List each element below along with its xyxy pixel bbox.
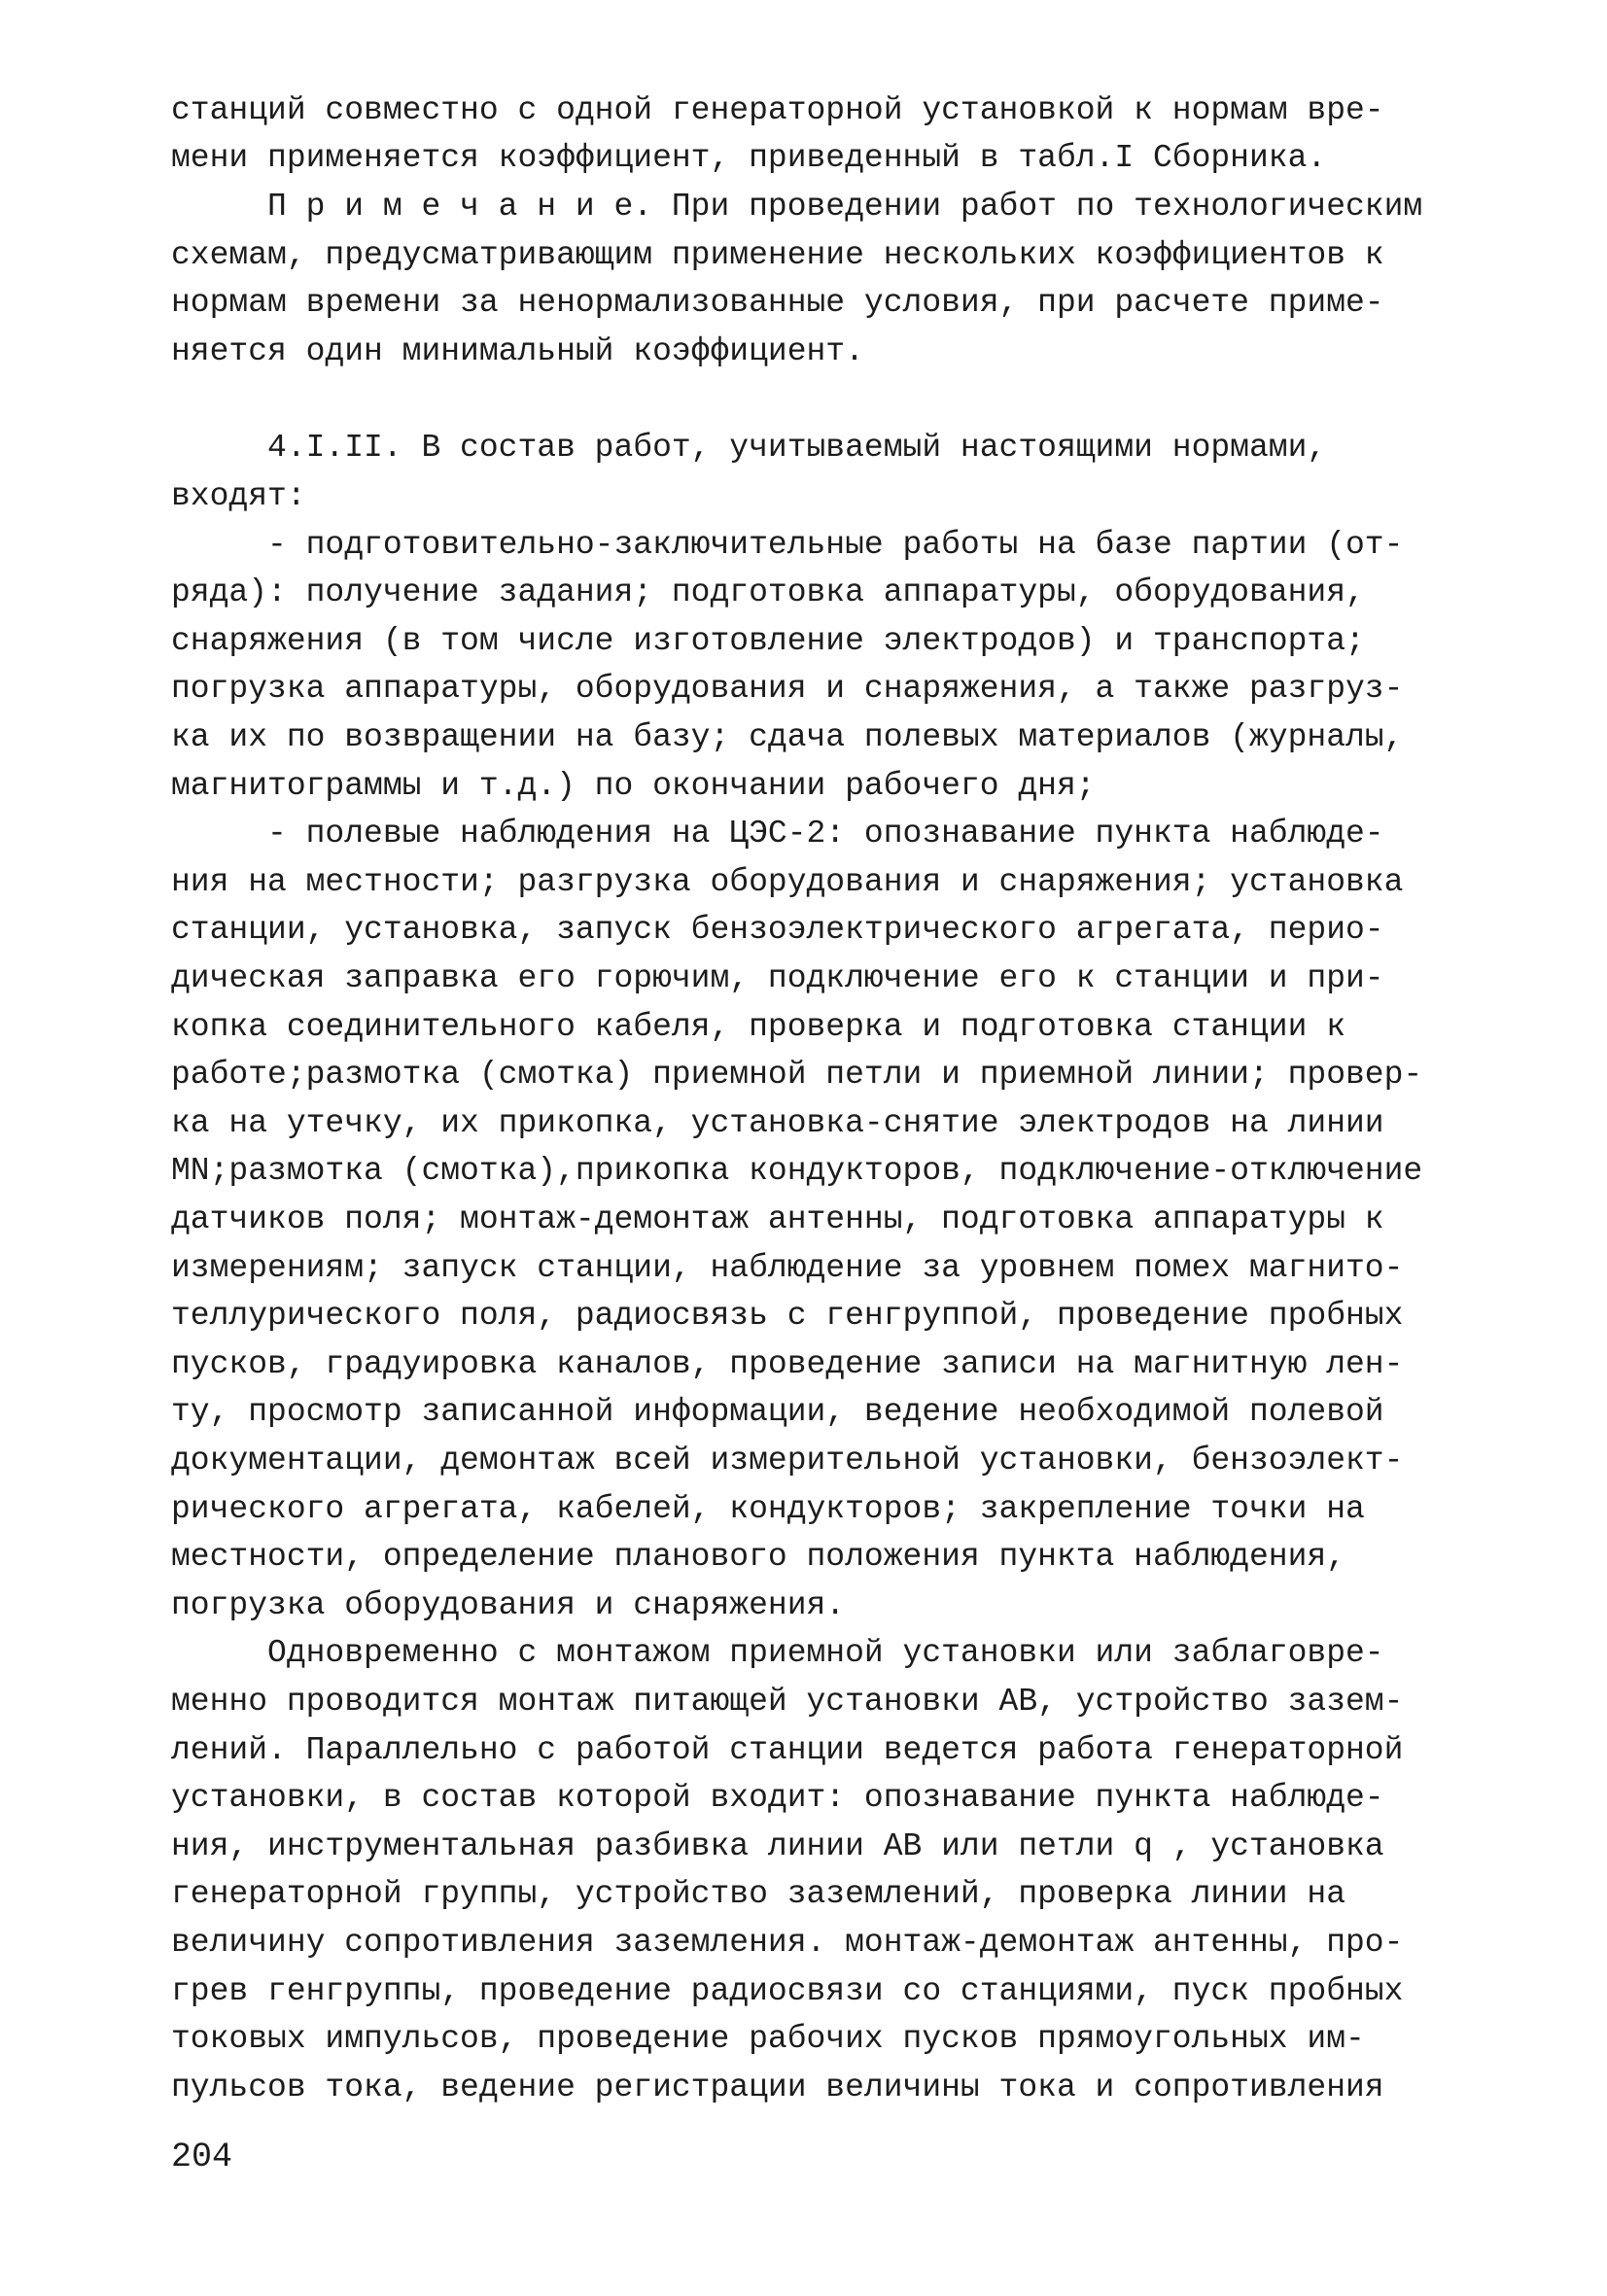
text-line: величину сопротивления заземления. монтаж-демонтаж антенны, про- [171,1925,1404,1961]
text-line: документации, демонтаж всей измерительной установки, бензоэлект- [171,1443,1404,1478]
list-item-line: - полевые наблюдения на ЦЭС-2: опознавание пункта наблюде- [171,816,1384,852]
note-line: нормам времени за ненормализованные условия, при расчете приме- [171,285,1384,321]
text-line: входят: [171,478,306,514]
text-line: ту, просмотр записанной информации, ведение необходимой полевой [171,1394,1384,1430]
text-line: работе;размотка (смотка) приемной петли и приемной линии; провер- [171,1057,1423,1093]
text-line: теллурического поля, радиосвязь с генгруппой, проведение пробных [171,1298,1404,1334]
text-line: ния на местности; разгрузка оборудования и снаряжения; установка [171,864,1404,900]
page-number: 204 [171,2138,233,2176]
text-line: ряда): получение задания; подготовка аппаратуры, оборудования, [171,574,1365,610]
text-line: ка на утечку, их прикопка, установка-снятие электродов на линии [171,1105,1384,1141]
text-line: погрузка оборудования и снаряжения. [171,1587,846,1623]
note-line: П р и м е ч а н и е. При проведении работ по технологическим [171,189,1423,225]
text-line: измерениям; запуск станции, наблюдение за уровнем помех магнито- [171,1250,1404,1286]
text-line: менно проводится монтаж питающей установки АВ, устройство зазем- [171,1684,1404,1720]
section-heading-line: 4.I.II. В состав работ, учитываемый настоящими нормами, [171,430,1327,466]
text-line: ка их по возвращении на базу; сдача полевых материалов (журналы, [171,719,1404,755]
text-line: пульсов тока, ведение регистрации величины тока и сопротивления [171,2070,1384,2105]
text-line: погрузка аппаратуры, оборудования и снаряжения, а также разгруз- [171,671,1404,707]
list-item-line: - подготовительно-заключительные работы на базе партии (от- [171,527,1404,563]
note-line: схемам, предусматривающим применение нескольких коэффициентов к [171,237,1384,273]
text-line: местности, определение планового положения пункта наблюдения, [171,1539,1345,1575]
text-line: станции, установка, запуск бензоэлектрического агрегата, перио- [171,912,1384,948]
text-line: лений. Параллельно с работой станции ведется работа генераторной [171,1732,1404,1768]
text-line: рического агрегата, кабелей, кондукторов; закрепление точки на [171,1491,1365,1527]
text-line: копка соединительного кабеля, проверка и подготовка станции к [171,1009,1345,1045]
text-line: генераторной группы, устройство заземлений, проверка линии на [171,1876,1345,1912]
text-line: токовых импульсов, проведение рабочих пусков прямоугольных им- [171,2021,1365,2057]
text-line: снаряжения (в том числе изготовление электродов) и транспорта; [171,623,1365,659]
paragraph-line: Одновременно с монтажом приемной установки или заблаговре- [171,1635,1384,1671]
text-line: мени применяется коэффициент, приведенный в табл.I Сборника. [171,140,1327,176]
text-line: ния, инструментальная разбивка линии АВ или петли q , установка [171,1828,1384,1864]
text-line: MN;размотка (смотка),прикопка кондукторов, подключение-отключение [171,1153,1423,1189]
text-line: датчиков поля; монтаж-демонтаж антенны, подготовка аппаратуры к [171,1201,1384,1237]
text-line: установки, в состав которой входит: опознавание пункта наблюде- [171,1780,1384,1816]
text-line: грев генгруппы, проведение радиосвязи со станциями, пуск пробных [171,1973,1404,2009]
note-line: няется один минимальный коэффициент. [171,333,864,369]
text-line: пусков, градуировка каналов, проведение записи на магнитную лен- [171,1346,1404,1382]
text-line: магнитограммы и т.д.) по окончании рабочего дня; [171,768,1096,804]
text-line: дическая заправка его горючим, подключение его к станции и при- [171,960,1384,996]
text-line: станций совместно с одной генераторной установкой к нормам вре- [171,92,1384,128]
